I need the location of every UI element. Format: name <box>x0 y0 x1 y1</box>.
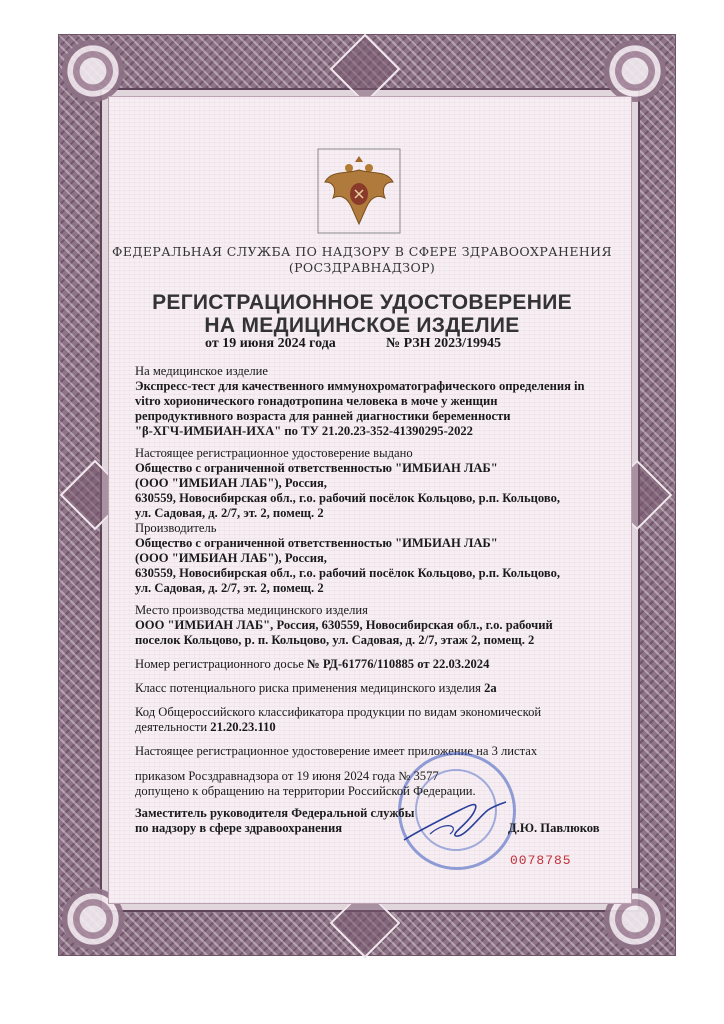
manufacturer-line: Общество с ограниченной ответственностью "ИМБИАН ЛАБ" <box>135 536 498 550</box>
okpd-row <box>135 720 276 735</box>
signatory-name: Д.Ю. Павлюков <box>508 821 600 835</box>
document-title: РЕГИСТРАЦИОННОЕ УДОСТОВЕРЕНИЕ <box>152 291 572 314</box>
signatory-position: Заместитель руководителя Федеральной службы <box>135 806 415 820</box>
document-subtitle: НА МЕДИЦИНСКОЕ ИЗДЕЛИЕ <box>204 314 520 337</box>
issued-to-line: Общество с ограниченной ответственностью "ИМБИАН ЛАБ" <box>135 461 498 475</box>
order-line: допущено к обращению на территории Российской Федерации. <box>135 784 476 798</box>
issue-date: от 19 июня 2024 года <box>205 336 336 351</box>
risk-class-label: Класс потенциального риска применения медицинского изделия <box>135 681 481 695</box>
agency-name: ФЕДЕРАЛЬНАЯ СЛУЖБА ПО НАДЗОРУ В СФЕРЕ ЗДРАВООХРАНЕНИЯ <box>112 244 612 259</box>
device-description-line: Экспресс-тест для качественного иммунохроматографического определения in <box>135 379 585 393</box>
signatory-position: по надзору в сфере здравоохранения <box>135 821 343 835</box>
device-label: На медицинское изделие <box>135 364 268 378</box>
dossier-value: № РД-61776/110885 от 22.03.2024 <box>307 657 490 671</box>
manufacturer-line: ул. Садовая, д. 2/7, эт. 2, помещ. 2 <box>135 581 324 595</box>
production-site-line: ООО "ИМБИАН ЛАБ", Россия, 630559, Новосибирская обл., г.о. рабочий <box>135 618 553 632</box>
production-site-label: Место производства медицинского изделия <box>135 603 368 617</box>
manufacturer-label: Производитель <box>135 521 217 535</box>
okpd-label: Код Общероссийского классификатора продукции по видам экономической <box>135 705 542 719</box>
coat-of-arms-emblem <box>317 148 401 234</box>
device-description-line: vitro хорионического гонадотропина человека в моче у женщин <box>135 394 498 408</box>
dossier-label: Номер регистрационного досье <box>135 657 304 671</box>
appendix-note: Настоящее регистрационное удостоверение имеет приложение на 3 листах <box>135 744 538 758</box>
risk-class-row <box>135 681 497 696</box>
order-line: приказом Росздравнадзора от 19 июня 2024 года № 3577 <box>135 769 439 783</box>
registration-number: № РЗН 2023/19945 <box>386 336 501 351</box>
manufacturer-line: (ООО "ИМБИАН ЛАБ"), Россия, <box>135 551 327 565</box>
serial-number: 0078785 <box>510 853 572 868</box>
okpd-label-end: деятельности <box>135 720 208 734</box>
agency-abbreviation: (РОСЗДРАВНАДЗОР) <box>288 260 436 275</box>
issued-to-line: 630559, Новосибирская обл., г.о. рабочий посёлок Кольцово, р.п. Кольцово, <box>135 491 561 505</box>
dossier-row <box>135 657 489 672</box>
risk-class-value: 2а <box>484 681 497 695</box>
issued-to-line: ул. Садовая, д. 2/7, эт. 2, помещ. 2 <box>135 506 324 520</box>
issued-to-line: (ООО "ИМБИАН ЛАБ"), Россия, <box>135 476 327 490</box>
device-description-line: репродуктивного возраста для ранней диагностики беременности <box>135 409 511 423</box>
corner-rosette <box>62 40 124 102</box>
production-site-line: поселок Кольцово, р. п. Кольцово, ул. Садовая, д. 2/7, этаж 2, помещ. 2 <box>135 633 535 647</box>
issued-to-label: Настоящее регистрационное удостоверение выдано <box>135 446 413 460</box>
manufacturer-line: 630559, Новосибирская обл., г.о. рабочий посёлок Кольцово, р.п. Кольцово, <box>135 566 561 580</box>
corner-rosette <box>604 40 666 102</box>
handwritten-signature <box>400 790 510 850</box>
okpd-value: 21.20.23.110 <box>210 720 276 734</box>
device-description-line: "β-ХГЧ-ИМБИАН-ИХА" по ТУ 21.20.23-352-41390295-2022 <box>135 424 473 438</box>
